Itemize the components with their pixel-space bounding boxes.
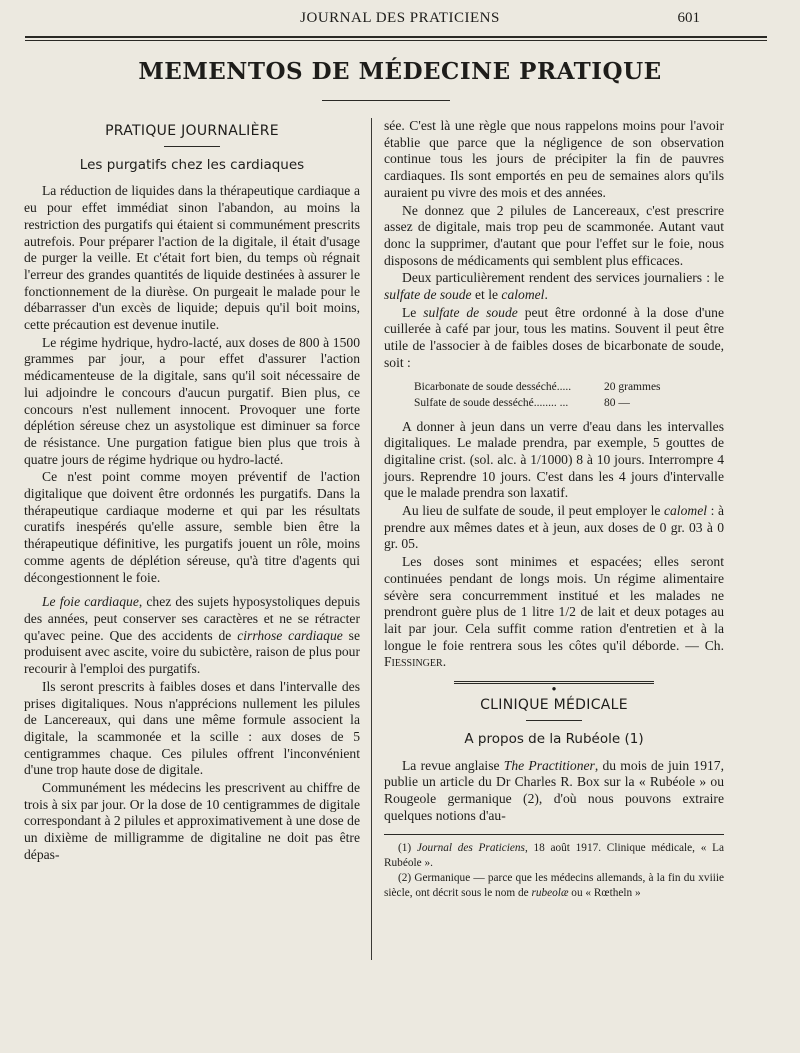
paragraph: sée. C'est là une règle que nous rappelons moins pour l'avoir établie que parce que la négligence de son observation continue tous les jours de précipiter la fin de pauvres cardiaques. Ils sont emportés en peu de semaines alors qu'ils auraient pu vivre des mois et des années. xyxy=(384,118,724,200)
left-column xyxy=(24,118,360,865)
rubric-rule xyxy=(526,720,582,721)
formula-quantity: 80 — xyxy=(604,396,630,409)
formula-substance: Bicarbonate de soude desséché..... xyxy=(414,380,572,393)
rubric-pratique-journaliere: PRATIQUE JOURNALIÈRE xyxy=(105,123,279,139)
running-head xyxy=(0,8,800,34)
text-run: La revue anglaise xyxy=(402,757,504,773)
footnotes xyxy=(384,841,724,901)
ornament-dot: ● xyxy=(551,684,557,694)
article-title-purgatifs: Les purgatifs chez les cardiaques xyxy=(79,156,305,173)
page-number: 601 xyxy=(677,10,700,26)
italic-term: cirrhose cardiaque xyxy=(237,627,343,643)
text-run: Le xyxy=(402,304,424,320)
text-run: , 18 août 1917. Clinique médicale, « La Rubéole ». xyxy=(384,842,724,870)
paragraph: Ils seront prescrits à faibles doses et dans l'intervalle des prises digitaliques. Nous n'apprécions nullement les pilules de Lancereaux, qui dans une même formule associent la digitale, la scammonée et la scille : aux doses de 5 centigrammes chaque. Ces pilules offrent l'inconvénient d'une trop haute dose de digitale. xyxy=(24,678,360,778)
rubric-rule xyxy=(164,146,220,147)
text-run: (2) Germanique — parce que les médecins allemands, à la fin du xviiie siècle, ont décrit sous le nom de xyxy=(384,872,724,900)
italic-term: The Practitioner xyxy=(503,757,595,773)
text-run: Au lieu de sulfate de soude, il peut employer le xyxy=(402,503,664,519)
paragraph: A donner à jeun dans un verre d'eau dans les intervalles digitaliques. Le malade prendra, par exemple, 5 gouttes de digitaline crist. (sol. alc. à 1/1000) 8 à 10 jours. Interrompre 4 jours. Reprendre 10 jours. C'est dans les 4 jours d'intervalle que le malade prendra son laxatif. xyxy=(384,418,724,501)
text-run: , du mois de juin 1917, publie un article du Dr Charles R. Box sur la « Rubéole » ou Rougeole germanique (2), d'où nous pouvons extraire quelques notions d'au- xyxy=(384,757,724,823)
running-title: JOURNAL DES PRATICIENS xyxy=(300,10,500,26)
footnote-rule xyxy=(384,834,724,835)
italic-term: sulfate de soude xyxy=(423,304,518,320)
column-divider xyxy=(371,118,372,960)
paragraph: Le régime hydrique, hydro-lacté, aux doses de 800 à 1500 grammes par jour, a pour effet d'assurer l'action médicamenteuse de la digitale, sans qu'il soit nécessaire de lui adjoindre le concours d'aucun purgatif. Bien plus, ce concours n'est nullement innocent. Provoquer une forte déplétion séreuse chez un asystolique est diminuer sa force de résistance. Une purgation fatigue bien plus que trois à quatre jours de régime hydrique ou hydro-lacté. xyxy=(24,334,360,467)
italic-term: rubeolæ xyxy=(531,887,569,900)
title-rule xyxy=(322,100,450,101)
italic-term: sulfate de soude xyxy=(384,287,472,303)
header-rule xyxy=(25,36,767,41)
paragraph xyxy=(384,554,724,671)
formula-quantity: 20 grammes xyxy=(604,380,661,393)
paragraph xyxy=(384,305,724,372)
text-run: et le xyxy=(471,287,502,303)
text-run: se produisent avec ascite, voire du subictère, raison de plus pour recourir à l'emploi des purgatifs. xyxy=(24,627,360,677)
text-run: peut être ordonné à la dose d'une cuillerée à café par jour, tous les matins. Souvent il peut être utile de l'associer à de faibles doses de bicarbonate de soude, soit : xyxy=(384,304,724,370)
italic-term: calomel xyxy=(663,503,708,519)
paragraph xyxy=(384,758,724,825)
formula-substance: Sulfate de soude desséché........ ... xyxy=(414,396,569,409)
text-run: . xyxy=(442,654,447,670)
text-run: . xyxy=(544,287,548,303)
italic-term: Journal des Praticiens xyxy=(416,842,525,855)
formula-row xyxy=(414,379,724,395)
footnote xyxy=(384,871,724,901)
footnote xyxy=(384,841,724,871)
author-name: Fiessinger xyxy=(384,654,443,670)
rubric-clinique-medicale: CLINIQUE MÉDICALE xyxy=(480,697,628,714)
paragraph: La réduction de liquides dans la thérapeutique cardiaque a eu pour effet immédiat sinon l'abandon, au moins la restriction des purgatifs qui étaient si communément prescrits autrefois. Pour préparer l'action de la digitale, il était d'usage de purger la veille. Et c'était fort bien, du temps où régnait l'erreur des grandes quantités de liquide destinées à assurer le fonctionnement de la diurèse. On purgeait le malade pour le débarrasser d'un excès de liquide; depuis qu'il boit moins, cette précaution est devenue inutile. xyxy=(24,183,360,333)
section-title: MEMENTOS DE MÉDECINE PRATIQUE xyxy=(138,58,662,85)
text-run: Les doses sont minimes et espacées; elles seront continuées pendant de longs mois. Un régime alimentaire sévère sera concurremment institué et les malades ne prendront guère plus de 1 litre 1/2 de lait et deux potages au lait par jour. Cela suffit comme ration d'entretien et à la longue le foie rentrera sous les côtes qu'il déborde. — Ch. xyxy=(384,554,724,653)
paragraph: Ne donnez que 2 pilules de Lancereaux, c'est prescrire assez de digitale, mais trop peu de scammonée. Autant vaut donc la supprimer, d'autant que pour l'effet sur le foie, nous disposons de médicaments qui semblent plus efficaces. xyxy=(384,202,724,268)
italic-term: calomel xyxy=(501,287,545,303)
paragraph xyxy=(384,270,724,303)
article-title-rubeole: A propos de la Rubéole (1) xyxy=(464,730,644,747)
paragraph xyxy=(384,503,724,553)
right-column xyxy=(384,118,724,901)
paragraph xyxy=(24,594,360,678)
text-run: Deux particulièrement rendent des services journaliers : le xyxy=(402,270,724,286)
paragraph: Communément les médecins les prescrivent au chiffre de trois à six par jour. Or la dose de 10 centigrammes de digitale correspondant à 2 pilules et approximativement à une dose de un dixième de milligramme de digitaline ne doit pas être dépas- xyxy=(24,780,360,862)
italic-term: Le foie cardiaque xyxy=(42,594,139,610)
text-run: (1) xyxy=(398,842,417,855)
text-run: ou « Rœtheln » xyxy=(568,887,641,900)
text-run: , chez des sujets hyposystoliques depuis des années, peut conserver ses caractères et ne se rétracter qu'avec peine. Que des accidents de xyxy=(24,594,360,643)
text-run: : à prendre aux mêmes dates et à jeun, aux doses de 0 gr. 03 à 0 gr. 05. xyxy=(384,503,724,552)
formula xyxy=(414,379,724,411)
paragraph: Ce n'est point comme moyen préventif de l'action digitalique que doivent être ordonnés les purgatifs. Dans la thérapeutique cardiaque moderne et qui par les résultats curatifs inespérés qu'elle assure, semble bien être la thérapeutique définitive, les purgatifs jouent un rôle, moins comme agents de déplétion séreuse, qu'à titre d'agents qui décongestionnent le foie. xyxy=(24,469,360,585)
formula-row xyxy=(414,395,724,411)
